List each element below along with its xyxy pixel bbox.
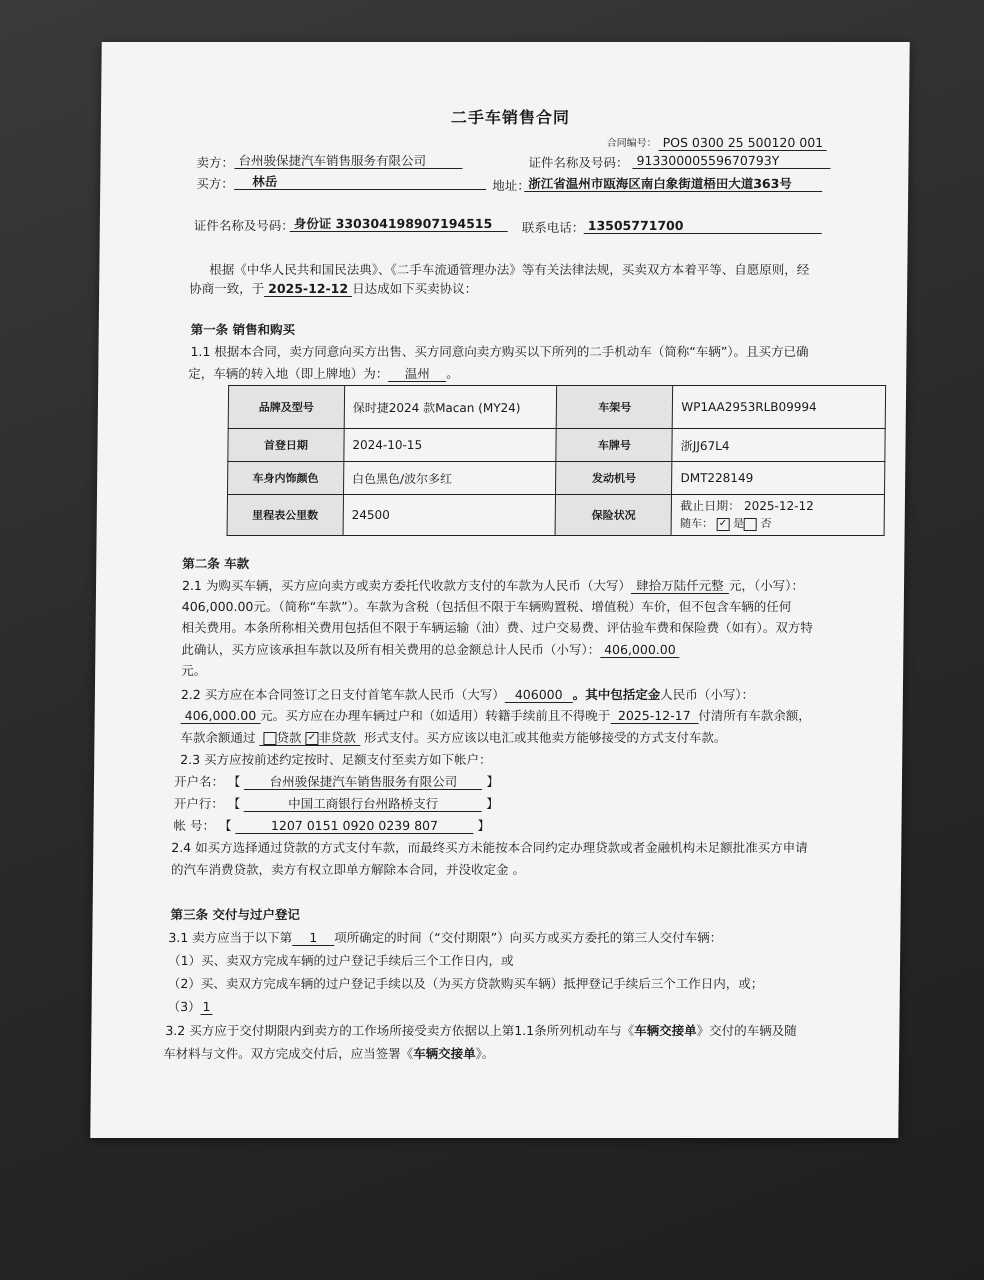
delivery-option-1: （1）买、卖双方完成车辆的过户登记手续后三个工作日内，或 (168, 953, 514, 968)
article2-clause1-line1 (182, 578, 804, 594)
account-bank-label: 开户行： (173, 796, 224, 811)
seller-label: 卖方： (196, 155, 235, 170)
payment-method (259, 730, 360, 746)
article3-clause1 (168, 930, 722, 946)
insurance-follow-row (680, 515, 876, 532)
clause-text: 车款余额通过 (180, 730, 256, 745)
table-row (227, 495, 884, 536)
mileage-label: 里程表公里数 (227, 495, 343, 536)
article2-clause4-line1: 2.4 如买方选择通过贷款的方式支付车款，而最终买方未能按本合同约定办理贷款或者金融机构未足额批准买方申请 (171, 840, 808, 855)
brand-label: 品牌及型号 (228, 386, 344, 429)
table-row (228, 462, 885, 495)
article2-clause1-line3: 相关费用。本条所称相关费用包括但不限于车辆运输（油）费、过户交易费、评估验车费和保险费（如有）。双方特 (181, 620, 813, 635)
checkbox-icon[interactable] (263, 732, 276, 745)
contract-page (90, 42, 909, 1138)
account-name-label: 开户名： (173, 774, 225, 789)
article2-clause2-line2 (181, 708, 811, 724)
preamble-line1: 根据《中华人民共和国民法典》、《二手车流通管理办法》等有关法律法规，买卖双方本着平等、自愿原则，经 (209, 262, 810, 277)
reg-date-label: 首登日期 (228, 429, 344, 462)
checkbox-icon[interactable] (744, 518, 757, 531)
table-row (228, 429, 885, 462)
handover-form: 车辆交接单 (634, 1023, 697, 1038)
buyer-address-label: 地址： (492, 178, 530, 193)
delivery-option-number: 1 (292, 930, 334, 946)
article3-clause2-line1 (165, 1023, 796, 1038)
article3-heading: 第三条 交付与过户登记 (170, 907, 301, 922)
article1-clause1-cont (188, 366, 459, 382)
article2-clause1-line5: 元。 (181, 663, 207, 678)
plate-value: 浙JJ67L4 (672, 429, 885, 462)
insurance-no-label: 否 (760, 517, 772, 530)
first-payment: 406000 (505, 687, 573, 703)
account-no-row: 帐 号： 【 1207 0151 0920 0239 807 】 (173, 818, 491, 833)
buyer-phone-label: 联系电话： (521, 220, 585, 235)
article1-clause1: 1.1 根据本合同，卖方同意向买方出售、买方同意向卖方购买以下所列的二手机动车（简称“车辆”）。且买方已确 (190, 344, 809, 359)
article2-clause1-line4 (181, 642, 680, 658)
contract-no-label: 合同编号： (606, 138, 657, 149)
insurance-yes-label: 是 (732, 517, 745, 530)
loan-option: 贷款 (276, 730, 302, 745)
clause-text: 2.2 买方应在本合同签订之日支付首笔车款人民币（大写） (180, 687, 505, 702)
destination-end: 。 (446, 366, 459, 381)
article2-clause3: 2.3 买方应按前述约定按时、足额支付至卖方如下帐户： (180, 752, 492, 767)
clause-text: 3.1 卖方应当于以下第 (168, 930, 293, 945)
checkbox-checked-icon[interactable]: ✓ (305, 732, 318, 745)
clause-text: 形式支付。买方应该以电汇或其他卖方能够接受的方式支付车款。 (363, 730, 727, 745)
preamble-line2 (189, 281, 477, 297)
delivery-option-2: （2）买、卖双方完成车辆的过户登记手续以及（为买方贷款购买车辆）抵押登记手续后三个工作日内，或； (167, 976, 764, 991)
color-value: 白色黑色/波尔多红 (343, 462, 556, 495)
article2-clause1-line2: 406,000.00元。（简称“车款”）。车款为含税（包括但不限于车辆购置税、增值税）车价，但不包含车辆的任何 (181, 599, 792, 614)
buyer-label: 买方： (196, 176, 234, 191)
buyer-id-label: 证件名称及号码： (193, 218, 294, 233)
clause-text: 项所确定的时间（“交付期限”）向买方或买方委托的第三人交付车辆： (334, 930, 723, 945)
color-label: 车身内饰颜色 (228, 462, 344, 495)
insurance-follow-label: 随车： (679, 517, 714, 530)
buyer-address: 浙江省温州市瓯海区南白象街道梧田大道363号 (524, 176, 822, 192)
destination-text: 定，车辆的转入地（即上牌地）为： (188, 366, 389, 381)
account-no-label: 帐 号： (173, 818, 216, 833)
agreement-date: 2025-12-12 (264, 281, 352, 297)
account-name: 台州骏保捷汽车销售服务有限公司 (244, 774, 482, 790)
document-title: 二手车销售合同 (450, 108, 571, 127)
clause-text: 此确认，买方应该承担车款以及所有相关费用的总金额总计人民币（小写）： (181, 642, 601, 657)
table-row (228, 386, 885, 429)
balance-due-date: 2025-12-17 (610, 708, 698, 724)
account-bank-row: 开户行： 【 中国工商银行台州路桥支行 】 (173, 796, 499, 811)
option-3-label: （3） (167, 999, 201, 1014)
clause-text: 3.2 买方应于交付期限内到卖方的工作场所接受卖方依据以上第1.1条所列机动车与《 (165, 1023, 635, 1038)
engine-label: 发动机号 (556, 462, 672, 495)
vehicle-info-table (227, 385, 887, 536)
preamble-text: 协商一致，于 (189, 281, 265, 296)
clause-text: 2.1 为购买车辆，买方应向卖方或卖方委托代收款方支付的车款为人民币（大写） (181, 578, 631, 593)
vin-label: 车架号 (557, 386, 673, 429)
seller-name: 台州骏保捷汽车销售服务有限公司 (234, 153, 462, 169)
contract-no-value: POS 0300 25 500120 001 (659, 135, 827, 151)
account-name-row: 开户名： 【 台州骏保捷汽车销售服务有限公司 】 (173, 774, 500, 789)
deposit-label: 。其中包括定金 (572, 687, 661, 702)
non-loan-option: 非贷款 (318, 730, 357, 745)
clause-text: 元。买方应在办理车辆过户和（如适用）转籍手续前且不得晚于 (260, 708, 611, 723)
clause-text: 付清所有车款余额， (698, 708, 811, 723)
insurance-status (671, 495, 884, 536)
clause-text: 元，（小写）： (728, 578, 805, 593)
checkbox-checked-icon[interactable]: ✓ (716, 518, 729, 531)
vin-value: WP1AA2953RLB09994 (673, 386, 886, 429)
total-amount: 406,000.00 (600, 642, 680, 658)
deposit-amount: 406,000.00 (181, 708, 261, 724)
buyer-phone: 13505771700 (584, 218, 822, 234)
seller-id-value: 91330000559670793Y (632, 153, 830, 169)
insurance-label: 保险状况 (556, 495, 672, 536)
delivery-option-3 (168, 999, 213, 1015)
account-number: 1207 0151 0920 0239 807 (235, 818, 473, 834)
brand-value: 保时捷2024 款Macan (MY24) (344, 386, 557, 429)
article2-clause2-line1 (181, 687, 754, 703)
engine-value: DMT228149 (672, 462, 885, 495)
plate-label: 车牌号 (556, 429, 672, 462)
article2-heading: 第二条 车款 (182, 556, 250, 571)
preamble-text-end: 日达成如下买卖协议： (352, 281, 478, 296)
clause-text: 人民币（小写）： (660, 687, 755, 702)
clause-text: 车材料与文件。双方完成交付后，应当签署《 (163, 1046, 414, 1061)
reg-date-value: 2024-10-15 (344, 429, 557, 462)
destination-city: 温州 (388, 366, 446, 382)
mileage-value: 24500 (343, 495, 556, 536)
buyer-id-value: 身份证 330304198907194515 (290, 216, 508, 232)
article2-clause2-line3 (180, 730, 726, 746)
handover-form: 车辆交接单 (413, 1046, 476, 1061)
article3-clause2-line2 (163, 1046, 494, 1061)
clause-text: 》。 (475, 1046, 495, 1061)
clause-text: 》交付的车辆及随 (696, 1023, 797, 1038)
account-bank: 中国工商银行台州路桥支行 (244, 796, 482, 812)
article1-heading: 第一条 销售和购买 (190, 322, 296, 337)
article2-clause4-line2: 的汽车消费贷款，卖方有权立即单方解除本合同，并没收定金 。 (170, 862, 526, 877)
buyer-name: 林岳 (234, 174, 486, 190)
insurance-deadline: 截止日期： 2025-12-12 (680, 499, 814, 513)
option-3-value: 1 (201, 999, 213, 1015)
seller-id-label: 证件名称及号码： (528, 155, 629, 170)
price-in-words: 肆拾万陆仟元整 (631, 578, 729, 594)
